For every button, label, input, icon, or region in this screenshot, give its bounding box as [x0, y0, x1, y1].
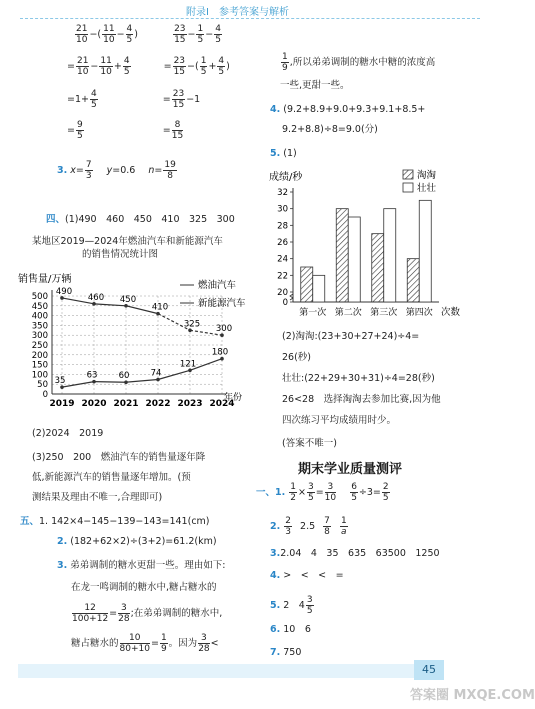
legend-label-fuel: 燃油汽车 — [198, 280, 237, 291]
x-tick-label: 2021 — [113, 399, 139, 409]
ev-data-label: 60 — [118, 371, 130, 382]
calc-row-3: =1+ $\frac{4}{5}$ = $\frac{23}{15}$ −1 — [67, 89, 201, 110]
line-chart-title-1: 某地区2019—2024年燃油汽车和新能源汽车 — [32, 236, 223, 247]
right-answer-4-line1: 4. (9.2+8.9+9.0+9.3+9.1+8.5+ — [270, 104, 426, 115]
x-tick-label: 2024 — [209, 399, 235, 409]
bar-taotao — [407, 259, 419, 302]
legend-label-ev: 新能源汽车 — [198, 298, 246, 309]
exam-answer-6: 6. 10 6 — [270, 624, 311, 635]
answer-section-4: 四、(1)490 460 450 410 325 300 — [46, 214, 235, 225]
answer-3: 3. x= $\frac{7}{3}$ y=0.6 n= $\frac{19}{8}$ — [57, 160, 176, 181]
category-label: 第二次 — [334, 308, 362, 318]
bar-chart — [265, 166, 465, 326]
bar-taotao — [301, 267, 313, 302]
right-answer-5-2-line5: 四次练习平均成绩用时少。 — [282, 415, 397, 426]
y-tick-label: 20 — [277, 288, 288, 298]
category-label: 第一次 — [299, 308, 327, 318]
footer-band — [18, 664, 414, 678]
exam-answer-1: 一、1. $\frac{1}{2}$ × $\frac{3}{5}$ = $\frac{3}{10}$ $\frac{6}{5}$ ÷3= $\frac{2}{5}$ — [256, 482, 389, 503]
legend-label-taotao: 淘淘 — [417, 170, 437, 181]
ev-line-segment — [158, 370, 190, 379]
y-tick-label: 350 — [31, 321, 48, 332]
exam-answer-4: 4. > < < = — [270, 570, 344, 581]
answer-5-1: 五、1. 142×4−145−139−143=141(cm) — [20, 516, 210, 527]
y-tick-label: 28 — [277, 221, 288, 232]
y-tick-label: 32 — [277, 188, 288, 198]
fuel-data-label: 460 — [87, 292, 105, 303]
exam-title: 期末学业质量测评 — [298, 462, 403, 477]
y-tick-label: 24 — [277, 254, 288, 265]
line-chart-x-axis-label: 年份 — [224, 393, 243, 403]
calc-row-1: $\frac{21}{10}$ −( $\frac{11}{10}$ − $\frac{4}{5}$ ) $\frac{23}{15}$ − $\frac{1}{5}$ − $\frac{4}{5}$ — [76, 24, 221, 45]
bar-zhuangzhuang — [384, 209, 396, 302]
y-tick-label: 100 — [31, 370, 48, 381]
y-tick-label: 50 — [37, 380, 48, 391]
y-tick-label: 150 — [31, 360, 48, 371]
ev-data-label: 35 — [54, 376, 66, 387]
bar-chart-y-ticks — [277, 188, 293, 308]
y-tick-label: 450 — [31, 301, 48, 312]
bar-taotao — [372, 234, 384, 302]
line-chart-y-axis-label: 销售量/万辆 — [18, 274, 72, 285]
exam-answer-5: 5. 2 4 $\frac{3}{5}$ — [270, 595, 313, 616]
bar-chart-x-axis-label: 次数 — [441, 307, 461, 318]
x-tick-label: 2020 — [81, 399, 107, 409]
line-chart-series — [60, 296, 224, 389]
bar-zhuangzhuang — [419, 200, 431, 302]
answer-5-3-line3: $\frac{12}{100+12}$ = $\frac{3}{28}$ ;在弟弟调制的糖水中, — [72, 603, 223, 624]
page-number: 45 — [414, 660, 444, 680]
watermark-logo: 答案圈 MXQE.COM — [410, 688, 535, 703]
exam-answer-2: 2. $\frac{2}{3}$ 2.5 $\frac{7}{8}$ $\frac{1}{a}$ — [270, 516, 347, 537]
line-chart-x-ticks — [49, 399, 234, 409]
y-tick-label: 22 — [277, 271, 288, 282]
line-chart — [14, 262, 254, 424]
ev-data-label: 74 — [150, 368, 162, 379]
bar-chart-bars — [301, 200, 432, 302]
fuel-data-label: 300 — [215, 324, 233, 335]
line-chart-title-2: 的销售情况统计图 — [82, 249, 159, 260]
x-tick-label: 2022 — [145, 399, 171, 409]
y-tick-label: 26 — [277, 238, 288, 248]
y-tick-label: 200 — [31, 350, 48, 361]
legend-swatch-zhuangzhuang — [403, 183, 413, 192]
y-tick-label: 0 — [282, 298, 288, 308]
y-tick-label: 300 — [31, 331, 48, 342]
x-tick-label: 2019 — [49, 399, 75, 409]
right-para-2: 一些,更甜一些。 — [280, 80, 350, 91]
legend-label-zhuangzhuang: 壮壮 — [417, 183, 437, 194]
right-answer-5-2-line2: 26(秒) — [282, 352, 312, 363]
right-answer-5-2-line6: (答案不唯一) — [282, 438, 337, 449]
line-chart-y-ticks — [32, 292, 48, 400]
header-divider — [20, 18, 480, 19]
fuel-data-label: 410 — [151, 302, 169, 313]
x-tick-label: 2023 — [177, 399, 203, 409]
calc-row-4: = $\frac{9}{5}$ = $\frac{8}{15}$ — [67, 120, 184, 141]
category-label: 第四次 — [405, 308, 433, 318]
bar-chart-categories — [299, 306, 433, 318]
answer-4-3-line1: (3)250 200 燃油汽车的销售量逐年降 — [32, 452, 206, 463]
y-tick-label: 0 — [42, 390, 48, 400]
y-tick-label: 400 — [31, 311, 48, 322]
fuel-data-label: 490 — [55, 286, 73, 297]
page-header: 附录Ⅰ 参考答案与解析 — [186, 7, 289, 18]
answer-4-3-line2: 低,新能源汽车的销售量逐年增加。(预 — [32, 472, 191, 483]
bar-zhuangzhuang — [348, 217, 360, 302]
y-tick-label: 30 — [277, 204, 288, 215]
answer-5-3-line4: 糖占糖水的 $\frac{10}{80+10}$ = $\frac{1}{9}$ 。因为 $\frac{3}{28}$ < — [71, 633, 219, 654]
ev-data-label: 63 — [86, 370, 98, 381]
answer-4-3-line3: 测结果及理由不唯一,合理即可) — [32, 492, 163, 503]
answer-4-2: (2)2024 2019 — [32, 428, 104, 439]
ev-data-label: 121 — [179, 359, 197, 370]
y-tick-label: 250 — [31, 341, 48, 351]
calc-row-2: = $\frac{21}{10}$ − $\frac{11}{10}$ + $\frac{4}{5}$ = $\frac{23}{15}$ −( $\frac{1}{5}$ + $\frac{4}{5}$ ) — [67, 56, 230, 77]
fuel-data-label: 325 — [183, 319, 201, 330]
ev-data-label: 180 — [211, 347, 229, 358]
right-answer-5-2-line3: 壮壮:(22+29+30+31)÷4=28(秒) — [282, 373, 435, 384]
bar-taotao — [336, 209, 348, 302]
y-tick-label: 500 — [31, 292, 48, 302]
bar-chart-y-axis-label: 成绩/秒 — [269, 172, 303, 183]
ev-line-segment — [126, 379, 158, 382]
legend-swatch-taotao — [403, 170, 413, 179]
fuel-data-label: 450 — [119, 294, 137, 305]
category-label: 第三次 — [370, 308, 398, 318]
right-answer-5: 5. (1) — [270, 148, 297, 159]
exam-answer-7: 7. 750 — [270, 647, 302, 658]
right-para-1: $\frac{1}{9}$ ,所以弟弟调制的糖水中糖的浓度高 — [282, 52, 436, 73]
right-answer-5-2-line1: (2)淘淘:(23+30+27+24)÷4= — [282, 331, 420, 342]
answer-5-2: 2. (182+62×2)÷(3+2)=61.2(km) — [57, 536, 217, 547]
bar-zhuangzhuang — [313, 275, 325, 302]
right-answer-4-line2: 9.2+8.8)÷8=9.0(分) — [282, 124, 378, 135]
exam-answer-3: 3.2.04 4 35 635 63500 1250 — [270, 548, 440, 559]
answer-5-3-line2: 在龙一鸣调制的糖水中,糖占糖水的 — [71, 582, 217, 593]
right-answer-5-2-line4: 26<28 选择淘淘去参加比赛,因为他 — [282, 394, 441, 405]
ev-line-segment — [94, 382, 126, 383]
answer-5-3-line1: 3. 弟弟调制的糖水更甜一些。理由如下: — [57, 560, 226, 571]
